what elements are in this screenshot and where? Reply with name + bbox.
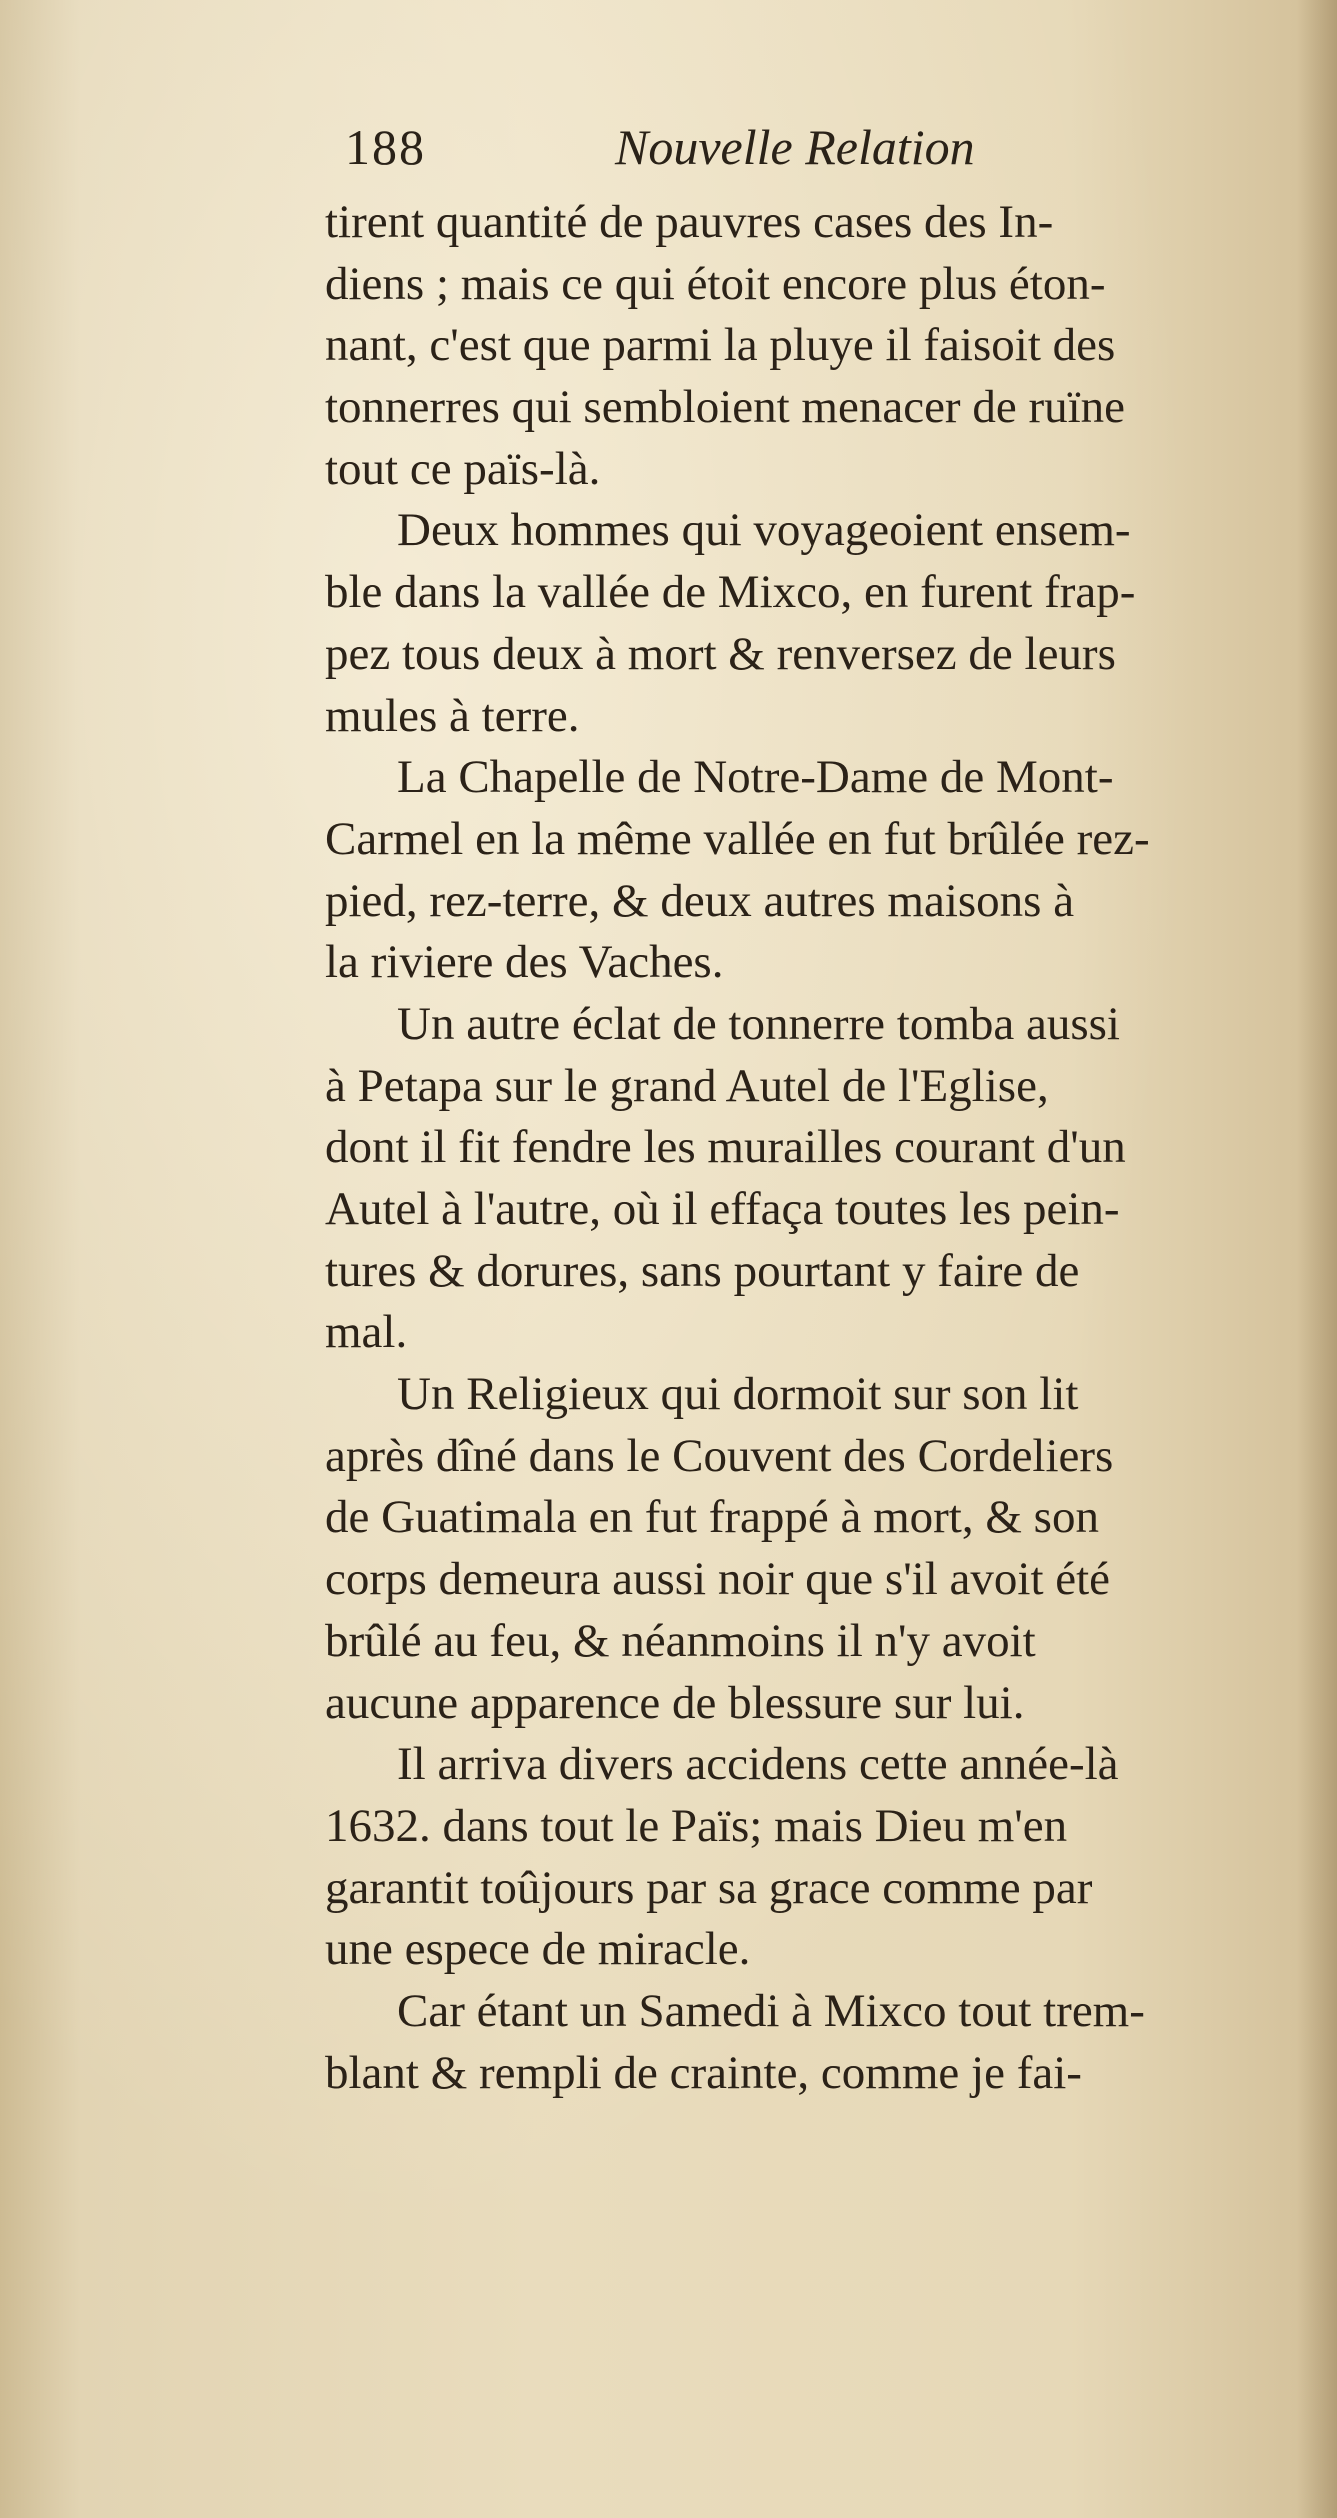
- text-line: la riviere des Vaches.: [325, 936, 724, 989]
- text-line: tures & dorures, sans pourtant y faire de: [325, 1244, 1080, 1297]
- text-line: pied, rez-terre, & deux autres maisons à: [325, 874, 1075, 927]
- text-line: mal.: [325, 1306, 408, 1359]
- text-line: Carmel en la même vallée en fut brûlée rez-: [325, 812, 1150, 865]
- text-line: garantit toûjours par sa grace comme par: [325, 1861, 1093, 1914]
- text-line: Autel à l'autre, où il effaça toutes les pein-: [325, 1183, 1120, 1235]
- text-line: mules à terre.: [325, 689, 580, 742]
- text-line: nant, c'est que parmi la pluye il faisoit des: [325, 319, 1116, 372]
- running-header: [345, 118, 1265, 188]
- paragraph-start-line: Un autre éclat de tonnerre tomba aussi: [397, 997, 1120, 1050]
- text-line: tonnerres qui sembloient menacer de ruïne: [325, 381, 1126, 434]
- paragraph-start-line: Car étant un Samedi à Mixco tout trem-: [397, 1984, 1145, 2037]
- page-edge-shadow: [1297, 0, 1337, 2518]
- text-line: tirent quantité de pauvres cases des In-: [325, 196, 1054, 248]
- text-line: pez tous deux à mort & renversez de leurs: [325, 627, 1116, 680]
- text-line: brûlé au feu, & néanmoins il n'y avoit: [325, 1614, 1036, 1667]
- text-line: après dîné dans le Couvent des Cordeliers: [325, 1429, 1114, 1482]
- page-number: 188: [345, 119, 426, 175]
- text-line: ble dans la vallée de Mixco, en furent frap-: [325, 566, 1136, 619]
- text-line: 1632. dans tout le Païs; mais Dieu m'en: [325, 1799, 1068, 1852]
- text-line: blant & rempli de crainte, comme je fai-: [325, 2046, 1082, 2099]
- paragraph-start-line: La Chapelle de Notre-Dame de Mont-: [397, 751, 1114, 804]
- text-line: de Guatimala en fut frappé à mort, & son: [325, 1491, 1099, 1544]
- body-text: [325, 192, 1260, 2104]
- text-line: à Petapa sur le grand Autel de l'Eglise,: [325, 1059, 1049, 1112]
- text-line: dont il fit fendre les murailles courant d'un: [325, 1121, 1126, 1174]
- paragraph-start-line: Deux hommes qui voyageoient ensem-: [397, 504, 1131, 557]
- text-line: aucune apparence de blessure sur lui.: [325, 1676, 1025, 1729]
- text-line: corps demeura aussi noir que s'il avoit été: [325, 1553, 1111, 1606]
- running-title: Nouvelle Relation: [615, 119, 975, 175]
- paragraph-start-line: Il arriva divers accidens cette année-là: [397, 1738, 1119, 1791]
- text-line: diens ; mais ce qui étoit encore plus éton-: [325, 257, 1106, 310]
- text-line: tout ce païs-là.: [325, 442, 601, 495]
- text-line: une espece de miracle.: [325, 1923, 751, 1976]
- paragraph-start-line: Un Religieux qui dormoit sur son lit: [397, 1368, 1079, 1421]
